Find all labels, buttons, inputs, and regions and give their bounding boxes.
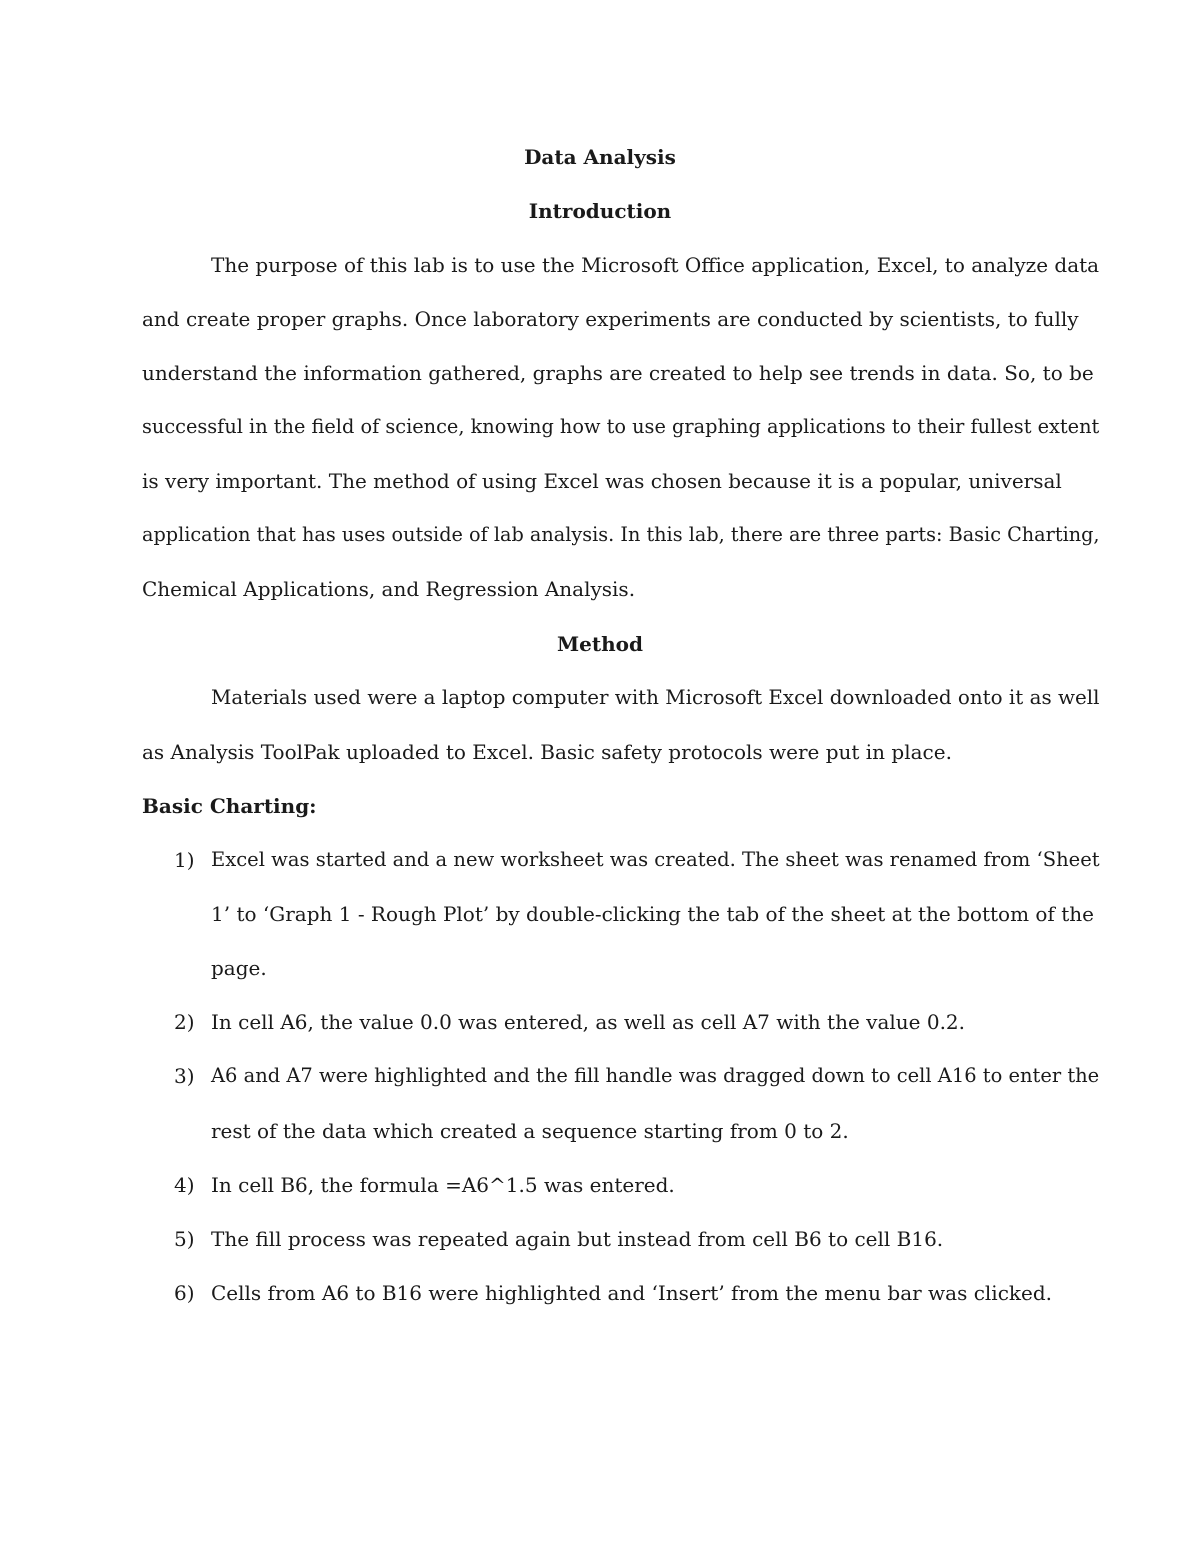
paragraph-line: The purpose of this lab is to use the Microsoft Office application, Excel, to analyze data <box>211 253 1100 277</box>
paragraph-line: as Analysis ToolPak uploaded to Excel. Basic safety protocols were put in place. <box>142 740 952 764</box>
paragraph-line: Materials used were a laptop computer with Microsoft Excel downloaded onto it as well <box>211 686 1100 709</box>
paragraph-line: understand the information gathered, graphs are created to help see trends in data. So, to be <box>142 361 1094 385</box>
list-number: 1) <box>174 848 195 872</box>
list-number: 6) <box>174 1281 195 1305</box>
paragraph-line: and create proper graphs. Once laboratory experiments are conducted by scientists, to fully <box>142 307 1079 331</box>
list-line: In cell B6, the formula =A6^1.5 was entered. <box>211 1173 675 1197</box>
list-number: 3) <box>174 1064 195 1088</box>
document-title: Data Analysis <box>524 145 676 169</box>
list-line: The fill process was repeated again but instead from cell B6 to cell B16. <box>211 1227 944 1251</box>
list-line: page. <box>211 956 267 980</box>
introduction-heading: Introduction <box>528 199 672 223</box>
list-number: 5) <box>174 1227 195 1251</box>
list-line: rest of the data which created a sequence starting from 0 to 2. <box>211 1119 849 1143</box>
paragraph-line: Chemical Applications, and Regression Analysis. <box>142 577 636 601</box>
paragraph-line: is very important. The method of using Excel was chosen because it is a popular, universal <box>142 469 1062 493</box>
list-line: Cells from A6 to B16 were highlighted and ‘Insert’ from the menu bar was clicked. <box>211 1281 1053 1305</box>
list-number: 4) <box>174 1173 195 1197</box>
method-heading: Method <box>557 632 643 656</box>
list-line: Excel was started and a new worksheet was created. The sheet was renamed from ‘Sheet <box>211 848 1100 871</box>
list-number: 2) <box>174 1010 195 1034</box>
list-line: A6 and A7 were highlighted and the fill handle was dragged down to cell A16 to enter the <box>211 1064 1100 1087</box>
list-line: In cell A6, the value 0.0 was entered, as well as cell A7 with the value 0.2. <box>211 1010 966 1034</box>
paragraph-line: application that has uses outside of lab analysis. In this lab, there are three parts: Basic Charting, <box>142 523 1100 546</box>
paragraph-line: successful in the field of science, knowing how to use graphing applications to their fullest extent <box>142 415 1100 438</box>
basic-charting-heading: Basic Charting: <box>142 794 317 818</box>
list-line: 1’ to ‘Graph 1 - Rough Plot’ by double-clicking the tab of the sheet at the bottom of the <box>211 902 1094 926</box>
